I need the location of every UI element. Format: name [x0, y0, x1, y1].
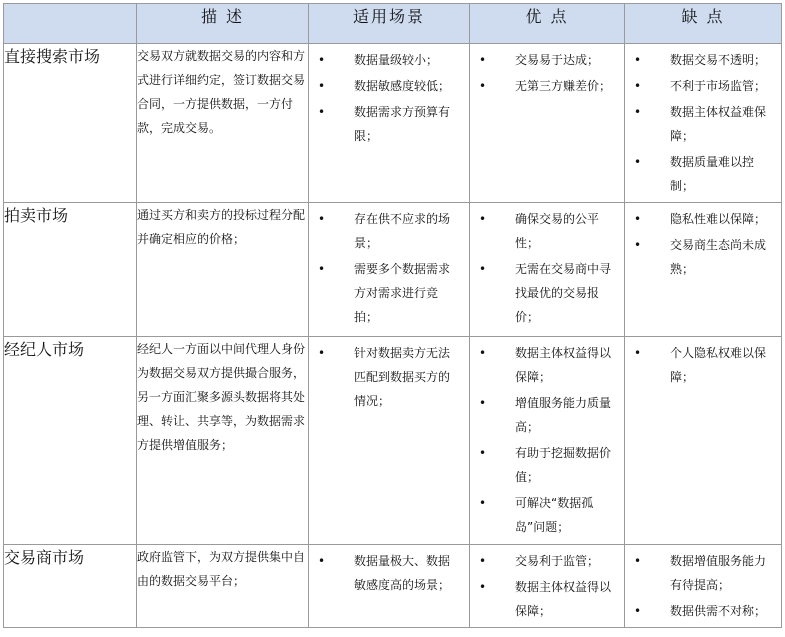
- list-item: [470, 491, 624, 539]
- list-item: [470, 48, 624, 72]
- bullet-icon: •: [634, 105, 642, 119]
- bullet-icon: •: [634, 604, 642, 618]
- list-item: [309, 257, 469, 329]
- list-item-text: 个人隐私权难以保障；: [670, 346, 767, 384]
- list-item: [470, 441, 624, 489]
- list-item: [470, 257, 624, 329]
- pros-cell: [470, 44, 625, 203]
- list-item: [625, 150, 781, 198]
- table-row: [4, 203, 782, 337]
- list-item-text: 不利于市场监管；: [670, 79, 767, 93]
- list-item: [625, 599, 781, 623]
- list-item: [625, 233, 781, 281]
- scenarios-cell: [309, 337, 470, 545]
- list-item-text: 数据增值服务能力有待提高；: [670, 554, 767, 592]
- list-item-text: 可解决“数据孤岛”问题；: [515, 496, 594, 534]
- row-description: 通过买方和卖方的投标过程分配并确定相应的价格；: [137, 203, 309, 337]
- list-item-text: 数据主体权益难保障；: [670, 105, 767, 143]
- bullet-icon: •: [479, 580, 487, 594]
- bullet-icon: •: [318, 79, 326, 93]
- header-cons: 缺 点: [625, 4, 782, 44]
- row-title: 交易商市场: [4, 545, 137, 628]
- scenarios-cell: [309, 203, 470, 337]
- bullet-icon: •: [634, 346, 642, 360]
- row-title: 直接搜索市场: [4, 44, 137, 203]
- list-item: [625, 207, 781, 231]
- row-title: 拍卖市场: [4, 203, 137, 337]
- list-item-text: 交易商生态尚未成熟；: [670, 238, 767, 276]
- bullet-icon: •: [479, 496, 487, 510]
- header-corner-cell: [4, 4, 137, 44]
- list-item-text: 数据敏感度较低；: [354, 79, 451, 93]
- list-item: [309, 207, 469, 255]
- bullet-icon: •: [318, 554, 326, 568]
- table-row: [4, 545, 782, 628]
- list-item-text: 增值服务能力质量高；: [515, 396, 612, 434]
- bullet-icon: •: [479, 212, 487, 226]
- bullet-icon: •: [479, 396, 487, 410]
- bullet-icon: •: [318, 53, 326, 67]
- table-row: [4, 44, 782, 203]
- bullet-icon: •: [479, 346, 487, 360]
- list-item-text: 数据质量难以控制；: [670, 155, 755, 193]
- list-item-text: 无第三方赚差价；: [515, 79, 612, 93]
- scenarios-cell: [309, 44, 470, 203]
- list-item-text: 数据主体权益得以保障；: [515, 346, 612, 384]
- header-scenarios: 适用场景: [309, 4, 470, 44]
- pros-cell: [470, 203, 625, 337]
- scenarios-cell: [309, 545, 470, 628]
- list-item-text: 数据需求方预算有限；: [354, 105, 451, 143]
- list-item-text: 数据量级较小；: [354, 53, 439, 67]
- header-pros: 优 点: [470, 4, 625, 44]
- list-item-text: 隐私性难以保障；: [670, 212, 767, 226]
- bullet-icon: •: [479, 262, 487, 276]
- list-item: [309, 341, 469, 413]
- bullet-icon: •: [479, 554, 487, 568]
- list-item: [625, 549, 781, 597]
- list-item-text: 确保交易的公平性；: [515, 212, 600, 250]
- list-item: [470, 341, 624, 389]
- cons-cell: [625, 203, 782, 337]
- bullet-icon: •: [634, 155, 642, 169]
- row-description: 经纪人一方面以中间代理人身份为数据交易双方提供撮合服务，另一方面汇聚多源头数据将其处理、转让、共享等，为数据需求方提供增值服务；: [137, 337, 309, 545]
- list-item: [309, 549, 469, 597]
- list-item: [625, 48, 781, 72]
- list-item: [470, 74, 624, 98]
- list-item: [470, 207, 624, 255]
- list-item: [625, 341, 781, 389]
- cons-cell: [625, 337, 782, 545]
- list-item-text: 需要多个数据需求方对需求进行竞拍；: [354, 262, 451, 324]
- bullet-icon: •: [318, 346, 326, 360]
- market-comparison-table: [3, 3, 782, 628]
- bullet-icon: •: [318, 262, 326, 276]
- list-item: [625, 74, 781, 98]
- list-item-text: 数据量极大、数据敏感度高的场景；: [354, 554, 451, 592]
- list-item-text: 有助于挖掘数据价值；: [515, 446, 612, 484]
- list-item-text: 数据主体权益得以保障；: [515, 580, 612, 618]
- list-item-text: 数据交易不透明；: [670, 53, 767, 67]
- pros-cell: [470, 545, 625, 628]
- list-item: [470, 549, 624, 573]
- bullet-icon: •: [479, 53, 487, 67]
- list-item: [309, 100, 469, 148]
- list-item: [309, 48, 469, 72]
- list-item: [309, 74, 469, 98]
- list-item-text: 存在供不应求的场景；: [354, 212, 451, 250]
- table-row: [4, 337, 782, 545]
- list-item-text: 针对数据卖方无法匹配到数据买方的情况；: [354, 346, 451, 408]
- list-item-text: 交易易于达成；: [515, 53, 600, 67]
- cons-cell: [625, 44, 782, 203]
- row-description: 交易双方就数据交易的内容和方式进行详细约定，签订数据交易合同，一方提供数据，一方付款，完成交易。: [137, 44, 309, 203]
- list-item-text: 无需在交易商中寻找最优的交易报价；: [515, 262, 612, 324]
- list-item-text: 数据供需不对称；: [670, 604, 767, 618]
- bullet-icon: •: [318, 105, 326, 119]
- pros-cell: [470, 337, 625, 545]
- bullet-icon: •: [634, 79, 642, 93]
- cons-cell: [625, 545, 782, 628]
- list-item: [470, 391, 624, 439]
- list-item-text: 交易利于监管；: [515, 554, 600, 568]
- row-description: 政府监管下，为双方提供集中自由的数据交易平台；: [137, 545, 309, 628]
- bullet-icon: •: [634, 212, 642, 226]
- bullet-icon: •: [634, 53, 642, 67]
- bullet-icon: •: [318, 212, 326, 226]
- row-title: 经纪人市场: [4, 337, 137, 545]
- header-description: 描 述: [137, 4, 309, 44]
- bullet-icon: •: [634, 238, 642, 252]
- bullet-icon: •: [479, 446, 487, 460]
- bullet-icon: •: [479, 79, 487, 93]
- list-item: [625, 100, 781, 148]
- list-item: [470, 575, 624, 623]
- bullet-icon: •: [634, 554, 642, 568]
